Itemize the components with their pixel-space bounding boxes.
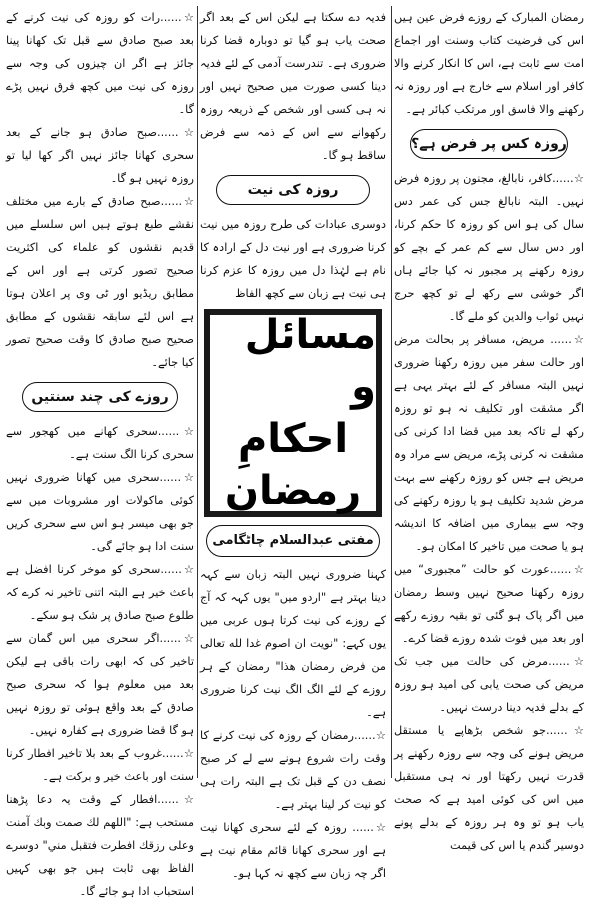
article-title-line: رمضان xyxy=(224,468,362,514)
paragraph: ☆...... روزہ کے لئے سحری کھانا نیت ہے اور سحری کھانا قائم مقام نیت ہے اگر چہ زبان سے کچھ نہ کہا ہو۔ xyxy=(200,821,386,880)
column-right xyxy=(394,6,584,852)
paragraph: ☆......صبح صادق ہو جانے کے بعد سحری کھانا جائز نہیں اگر کھا لیا تو روزہ نہیں ہو گا۔ xyxy=(6,126,194,185)
article-title-box xyxy=(204,309,382,517)
paragraph: رمضان المبارک کے روزے فرض عین ہیں اس کی فرضیت کتاب وسنت اور اجماع امت سے ثابت ہے، اس کا انکار کرنے والا کافر اور اسلام سے خارج ہے اور روزہ نہ رکھنے والا فاسق اور مرتکب کبائر ہے۔ xyxy=(394,11,584,116)
paragraph: ☆......رات کو روزہ کی نیت کرنے کے بعد صبح صادق سے قبل تک کھانا پینا جائز ہے اگر ان چیزوں کی وجہ سے روزہ کی نیت میں کچھ فرق نہیں پڑے گا۔ xyxy=(6,11,194,116)
section-heading-who-must-fast: روزہ کس پر فرض ہے؟ xyxy=(410,129,568,159)
paragraph: ☆......سحری میں کھانا ضروری نہیں کوئی ماکولات اور مشروبات میں سے جو بھی میسر ہو اس سے سحری کریں سنت ادا ہو جائے گی۔ xyxy=(6,471,194,553)
paragraph: ☆......جو شخص بڑھاپے یا مستقل مریض ہونے کی وجہ سے روزہ رکھنے پر قدرت نہیں رکھتا اور نہ ہی مستقبل میں اس کی کوئی امید ہے کہ صحت یاب ہو تو وہ ہر روزہ کے بدلے پونے دوسیر گندم یا اس کی قیمت xyxy=(394,724,584,852)
paragraph: ☆......اگر سحری میں اس گمان سے تاخیر کی کہ ابھی رات باقی ہے لیکن بعد میں معلوم ہوا کہ سحری صبح صادق کے بعد واقع ہوئی تو روزہ نہیں ہو گا قضا ضروری ہے کفارہ نہیں۔ xyxy=(6,632,194,737)
paragraph: ☆......غروب کے بعد بلا تاخیر افطار کرنا سنت اور باعث خیر و برکت ہے۔ xyxy=(6,747,194,783)
paragraph: ☆......مرض کی حالت میں جب تک مریض کی صحت یابی کی امید ہو روزہ کے بدلے فدیہ دینا درست نہیں۔ xyxy=(394,655,584,714)
section-heading-intention: روزہ کی نیت xyxy=(216,175,370,205)
paragraph: ☆......سحری کو موخر کرنا افضل ہے باعث خیر ہے البتہ اتنی تاخیر نہ کرے کہ طلوع صبح صادق پر شک ہو سکے۔ xyxy=(6,563,194,622)
article-title-inner xyxy=(210,312,376,514)
paragraph: ☆...... مریض، مسافر پر بحالت مرض اور حالت سفر میں روزہ رکھنا ضروری نہیں البتہ مسافر کے لئے بہتر یہی ہے اگر مشقت اور تکلیف نہ ہو تو روزہ رکھ لے تاکہ بعد میں قضا ادا کرنی کی مشقت نہ کرنی پڑے، مریض سے مراد وہ مریض ہے جس کو روزہ رکھنے سے بہت مرض شدید تکلیف ہو یا روزہ رکھنے کی وجہ سے بیماری میں اضافہ کا اندیشہ ہو یا صحت میں تاخیر کا امکان ہو۔ xyxy=(394,333,584,553)
column-divider xyxy=(197,6,198,778)
article-title-line: احکامِ xyxy=(237,416,349,462)
section-heading-sunnahs: روزے کی چند سنتیں xyxy=(22,382,178,412)
column-middle xyxy=(200,6,386,880)
column-divider xyxy=(391,6,392,778)
paragraph: کہنا ضروری نہیں البتہ زبان سے کہہ دینا بہتر ہے "اردو میں" یوں کہہ کہ آج کے روزے کی نیت کرتا ہوں عربی میں یوں کہے: "نویت ان اصوم غدا لله تعالى من فرض رمضان هذا" رمضان کے ہر روزے کے لئے الگ الگ نیت کرنا ضروری ہے۔ xyxy=(200,568,386,719)
paragraph: فدیہ دے سکتا ہے لیکن اس کے بعد اگر صحت یاب ہو گیا تو دوبارہ قضا کرنا ضروری ہے۔ تندرست آدمی کے لئے فدیہ دینا کسی صورت میں صحیح نہیں اور نہ ہی کسی اور شخص کے ذریعہ روزہ رکھوانے سے اس کے ذمہ سے فرض ساقط ہو گا۔ xyxy=(200,11,386,162)
author-byline: مفتی عبدالسلام چاٹگامی xyxy=(206,525,380,557)
paragraph: دوسری عبادات کی طرح روزہ میں نیت کرنا ضروری ہے اور نیت دل کے ارادہ کا نام ہے لہٰذا دل میں روزہ کا عزم کرنا ہی نیت ہے زبان سے کچھ الفاظ xyxy=(200,218,386,300)
paragraph: ☆......رمضان کے روزہ کی نیت کرنے کا وقت رات شروع ہونے سے لے کر صبح نصف دن کے قبل تک ہے البتہ رات ہی کو نیت کر لینا بہتر ہے۔ xyxy=(200,729,386,811)
paragraph: ☆......کافر، نابالغ، مجنون پر روزہ فرض نہیں۔ البتہ نابالغ جس کی عمر دس سال کی ہو اس کو روزہ کا حکم کرنا، اور دس سال سے کم عمر کے بچے کو روزہ رکھنے پر مجبور نہ کیا جائے ہاں اگر خوشی سے رکھ لے تو کچھ حرج نہیں ثواب والدین کو ملے گا۔ xyxy=(394,172,584,323)
paragraph: ☆......سحری کھانے میں کھجور سے سحری کرنا الگ سنت ہے۔ xyxy=(6,425,194,461)
article-title-line: مسائل و xyxy=(244,312,376,410)
paragraph: ☆......افطار کے وقت یہ دعا پڑھنا مستحب ہے: "اللهم لك صمت وبك آمنت وعلى رزقك افطرت فتقبل مني" دوسرے الفاظ بھی ثابت ہیں جو بھی کہیں استحباب ادا ہو جائے گا۔ xyxy=(6,793,194,898)
paragraph: ☆......عورت کو حالت ”مجبوری“ میں روزہ رکھنا صحیح نہیں وسط رمضان میں اگر پاک ہو گئی تو بقیہ روزے رکھے اور بعد میں فوت شدہ روزے قضا کرے۔ xyxy=(394,563,584,645)
column-left xyxy=(6,6,194,898)
paragraph: ☆......صبح صادق کے بارے میں مختلف نقشے طبع ہوتے ہیں اس سلسلے میں قدیم نقشوں کو علماء کی اکثریت صحیح تصور کرتی ہے اور اس کے مطابق ریڈیو اور ٹی وی پر اعلان ہوتا ہے اس لئے سابقہ نقشوں کے مطابق صحیح صبح صادق کا وقت صحیح تصور کیا جائے۔ xyxy=(6,195,194,369)
